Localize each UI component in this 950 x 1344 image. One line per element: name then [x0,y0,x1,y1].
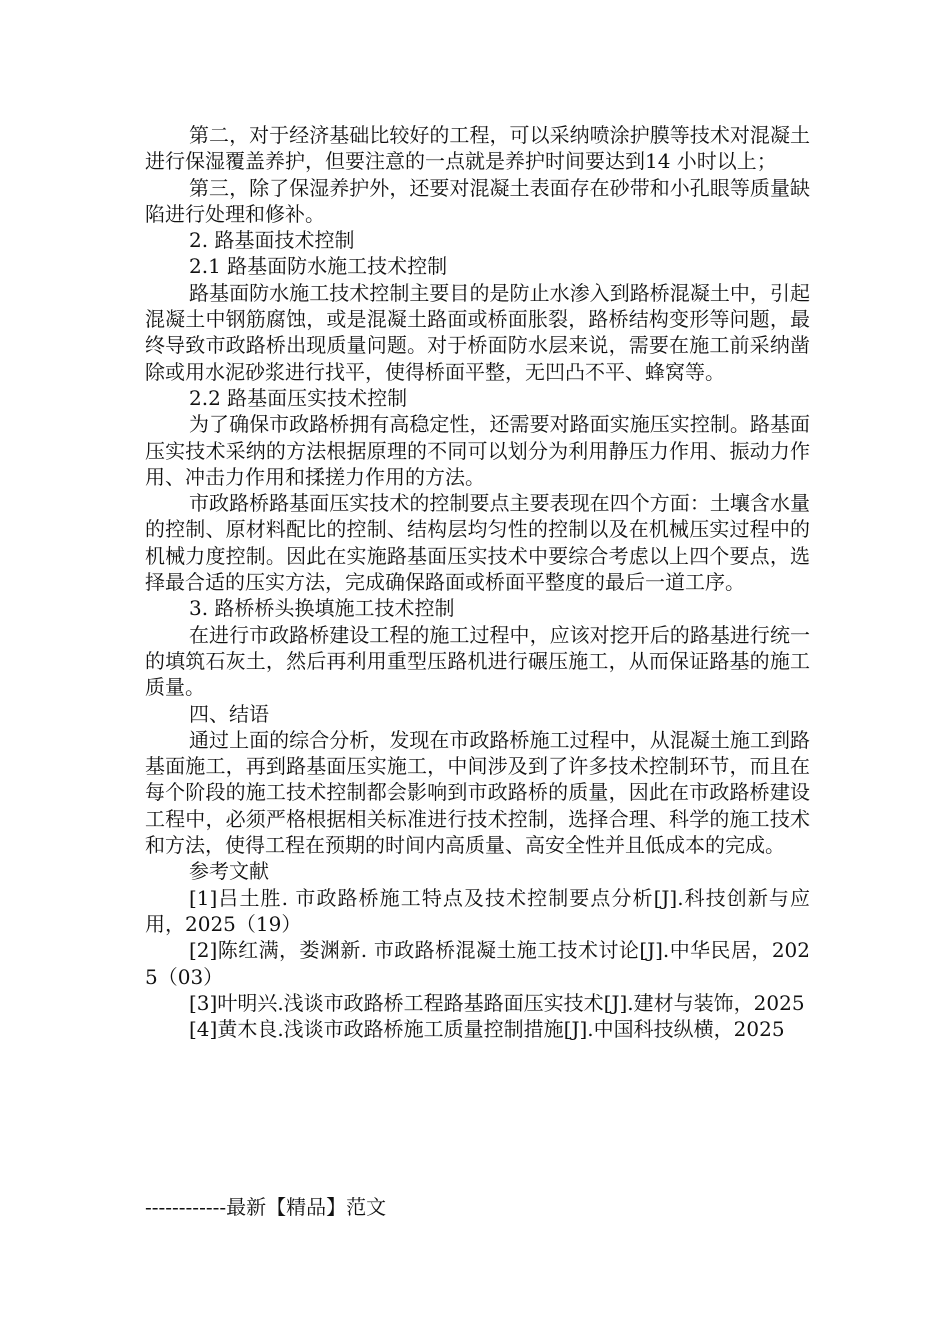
document-body [145,122,810,1042]
paragraph-third-point: 第三，除了保湿养护外，还要对混凝土表面存在砂带和小孔眼等质量缺陷进行处理和修补。 [145,175,810,226]
paragraph-waterproof-control: 路基面防水施工技术控制主要目的是防止水渗入到路桥混凝土中，引起混凝土中钢筋腐蚀，或是混凝土路面或桥面胀裂，路桥结构变形等问题，最终导致市政路桥出现质量问题。对于桥面防水层来说，需要在施工前采纳凿除或用水泥砂浆进行找平，使得桥面平整，无凹凸不平、蜂窝等。 [145,280,810,384]
reference-item: [1]吕土胜. 市政路桥施工特点及技术控制要点分析[J].科技创新与应用，2025（19） [145,885,810,936]
section-heading-2-1: 2.1 路基面防水施工技术控制 [189,254,448,279]
paragraph-bridgehead-fill: 在进行市政路桥建设工程的施工过程中，应该对挖开后的路基进行统一的填筑石灰土，然后再利用重型压路机进行碾压施工，从而保证路基的施工质量。 [145,622,810,700]
section-heading-3: 3. 路桥桥头换填施工技术控制 [189,596,455,621]
section-heading-2-2: 2.2 路基面压实技术控制 [189,385,408,410]
paragraph-second-point: 第二，对于经济基础比较好的工程，可以采纳喷涂护膜等技术对混凝土进行保湿覆盖养护，但要注意的一点就是养护时间要达到14 小时以上； [145,123,810,174]
footer-tagline: ------------最新【精品】范文 [145,1195,387,1219]
reference-item: [2]陈红满，娄渊新. 市政路桥混凝土施工技术讨论[J].中华民居，2025（03） [145,938,810,989]
paragraph-compaction-intro: 为了确保市政路桥拥有高稳定性，还需要对路面实施压实控制。路基面压实技术采纳的方法根据原理的不同可以划分为利用静压力作用、振动力作用、冲击力作用和揉搓力作用的方法。 [145,412,810,489]
references-title: 参考文献 [189,859,269,884]
paragraph-compaction-points: 市政路桥路基面压实技术的控制要点主要表现在四个方面：土壤含水量的控制、原材料配比的控制、结构层均匀性的控制以及在机械压实过程中的机械力度控制。因此在实施路基面压实技术中要综合考虑以上四个要点，选择最合适的压实方法，完成确保路面或桥面平整度的最后一道工序。 [145,491,810,595]
section-heading-2: 2. 路基面技术控制 [189,228,355,253]
reference-item: [3]叶明兴.浅谈市政路桥工程路基路面压实技术[J].建材与装饰，2025 [189,990,805,1015]
section-heading-conclusion: 四、结语 [189,701,269,726]
paragraph-conclusion: 通过上面的综合分析，发现在市政路桥施工过程中，从混凝土施工到路基面施工，再到路基面压实施工，中间涉及到了许多技术控制环节，而且在每个阶段的施工技术控制都会影响到市政路桥的质量，因此在市政路桥建设工程中，必须严格根据相关标准进行技术控制，选择合理、科学的施工技术和方法，使得工程在预期的时间内高质量、高安全性并且低成本的完成。 [145,727,810,858]
reference-item: [4]黄木良.浅谈市政路桥施工质量控制措施[J].中国科技纵横，2025 [189,1017,785,1042]
